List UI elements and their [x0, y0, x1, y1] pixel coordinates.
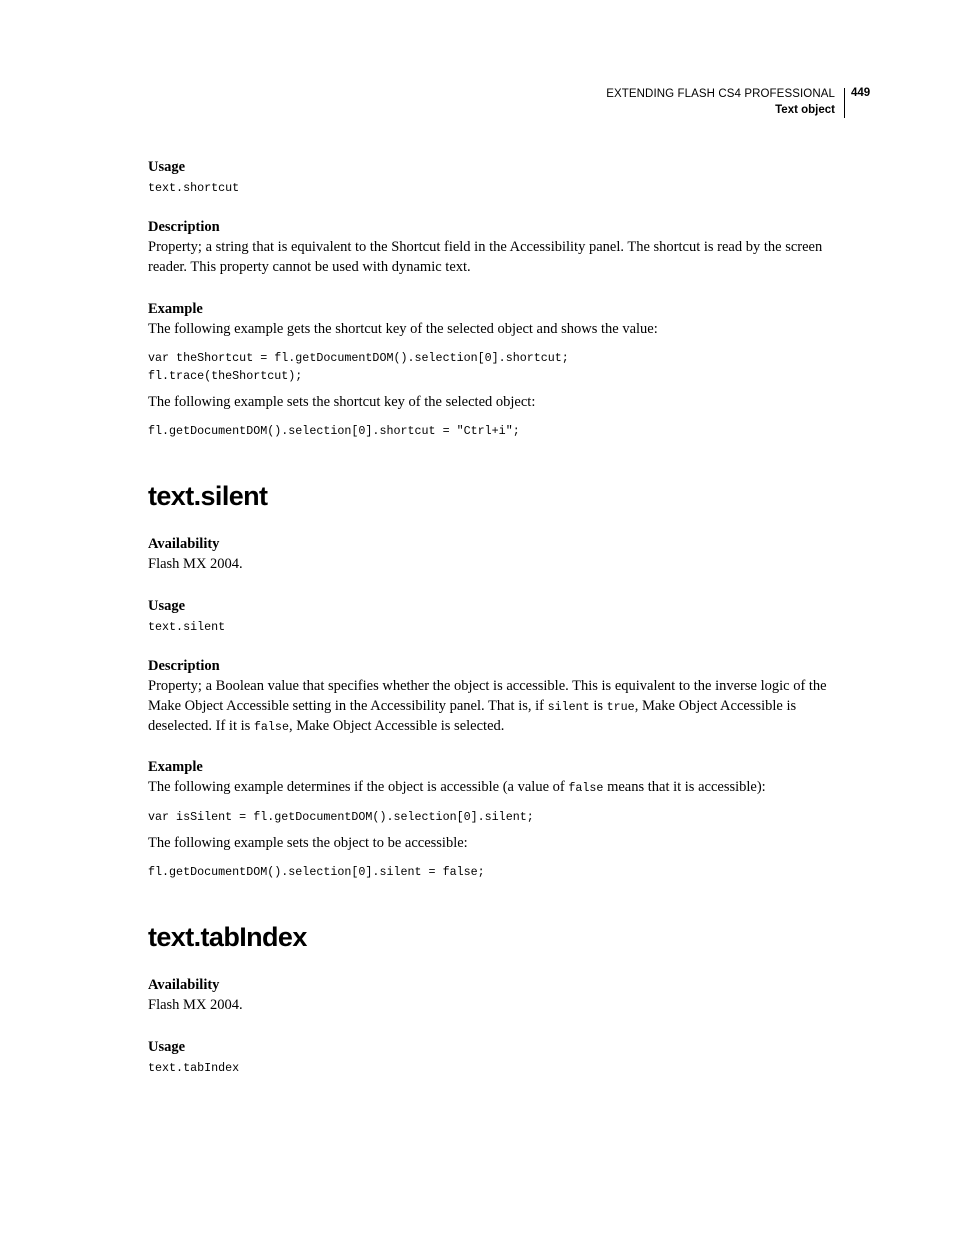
silent-example-intro: [148, 778, 838, 799]
shortcut-description-text: Property; a string that is equivalent to the Shortcut field in the Accessibility panel. The shortcut is read by the screen reader. This property cannot be used with dynamic text.: [148, 239, 823, 275]
shortcut-example-code-2: fl.getDocumentDOM().selection[0].shortcut = "Ctrl+i";: [148, 424, 520, 438]
shortcut-example-intro-2: The following example sets the shortcut key of the selected object:: [148, 394, 536, 410]
shortcut-description-heading: Description: [148, 219, 220, 235]
silent-description-part4: , Make Object Accessible is selected.: [288, 718, 505, 734]
silent-description-code-true: true: [606, 699, 635, 714]
silent-example-heading: Example: [148, 759, 203, 775]
tabindex-availability-text: Flash MX 2004.: [148, 997, 243, 1013]
tabindex-section-title: text.tabIndex: [148, 922, 307, 952]
shortcut-usage-heading: Usage: [148, 159, 186, 175]
silent-description-text: [148, 677, 838, 738]
silent-description-code-silent: silent: [547, 699, 590, 714]
silent-description-heading: Description: [148, 658, 220, 674]
document-title: EXTENDING FLASH CS4 PROFESSIONAL: [606, 88, 835, 100]
silent-example-code-1: var isSilent = fl.getDocumentDOM().selection[0].silent;: [148, 810, 534, 824]
silent-description-part2: is: [589, 697, 607, 714]
silent-availability-text: Flash MX 2004.: [148, 556, 243, 572]
silent-usage-heading: Usage: [148, 598, 186, 614]
shortcut-example-intro: The following example gets the shortcut key of the selected object and shows the value:: [148, 321, 658, 337]
silent-example-intro-code: false: [568, 781, 604, 795]
silent-description-code-false: false: [253, 720, 289, 734]
silent-example-code-2: fl.getDocumentDOM().selection[0].silent = false;: [148, 865, 485, 879]
running-header: [606, 86, 841, 118]
page-number: 449: [851, 87, 871, 99]
shortcut-example-heading: Example: [148, 301, 203, 317]
shortcut-example-code-1: var theShortcut = fl.getDocumentDOM().selection[0].shortcut; fl.trace(theShortcut);: [148, 351, 569, 383]
section-title: Text object: [775, 104, 835, 116]
silent-description-part1: Property; a Boolean value that specifies whether the object is accessible. This is equivalent to the inverse logic of the Make Object Accessible setting in the Accessibility panel. That is, if: [148, 678, 827, 714]
shortcut-usage-code: text.shortcut: [148, 181, 240, 195]
tabindex-usage-code: text.tabIndex: [148, 1061, 240, 1075]
silent-section-title: text.silent: [148, 481, 268, 511]
silent-example-intro-part2: means that it is accessible):: [603, 779, 766, 795]
silent-usage-code: text.silent: [148, 620, 226, 634]
tabindex-usage-heading: Usage: [148, 1039, 186, 1055]
tabindex-availability-heading: Availability: [148, 977, 220, 993]
silent-example-intro-2: The following example sets the object to be accessible:: [148, 835, 468, 851]
silent-example-intro-part1: The following example determines if the object is accessible (a value of: [148, 779, 569, 795]
header-divider: [844, 88, 845, 118]
silent-description-part3: , Make Object Accessible is deselected. If it is: [148, 697, 797, 734]
silent-availability-heading: Availability: [148, 536, 220, 552]
